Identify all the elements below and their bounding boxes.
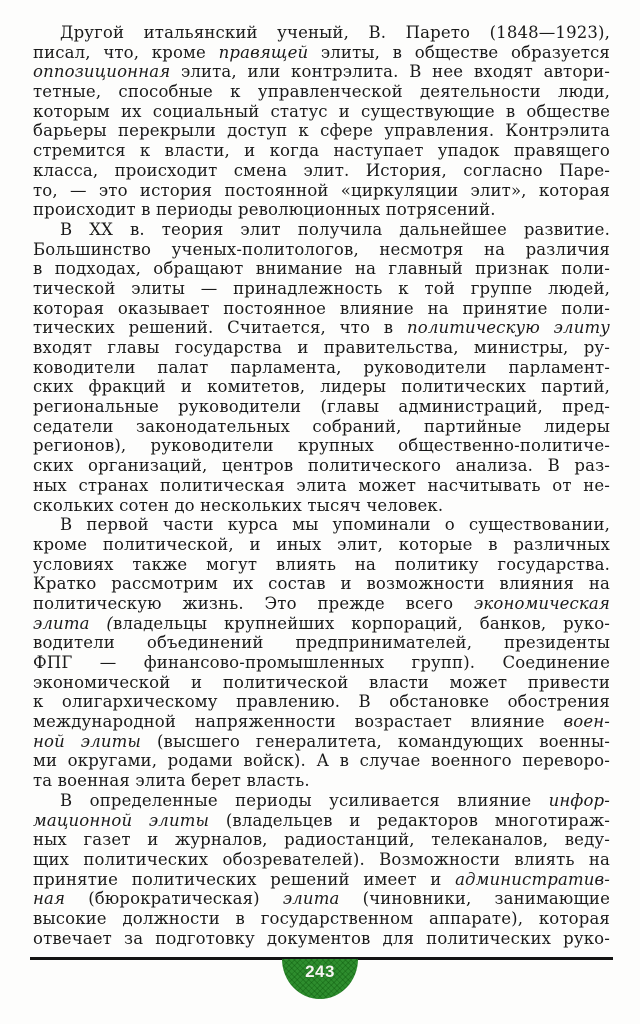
text-segment: Другой итальянский ученый, В. Парето (1848—1923),	[60, 23, 610, 42]
text-segment: политическую жизнь. Это прежде всего	[33, 593, 475, 613]
text-segment: класса, происходит смена элит. История, согласно Паре-	[33, 160, 610, 180]
text-segment: ных странах политическая элита может насчитывать от не-	[33, 475, 610, 495]
text-line	[33, 318, 610, 338]
text-segment: международной напряженности возрастает влияние	[33, 712, 564, 732]
text-line	[33, 870, 610, 890]
text-line	[33, 397, 610, 417]
text-line	[33, 515, 610, 535]
text-segment: то, — это история постоянной «циркуляции элит», которая	[33, 180, 610, 200]
text-segment: кроме политической, и иных элит, которые в различных	[33, 534, 610, 554]
text-segment: та военная элита берет власть.	[33, 771, 310, 791]
text-segment: тических решений. Считается, что в	[33, 318, 407, 338]
italic-text-segment: элита (	[33, 613, 114, 633]
page-number: 243	[305, 962, 335, 981]
italic-text-segment: ной элиты	[33, 731, 142, 751]
text-line	[33, 417, 610, 437]
text-segment: водители объединений предпринимателей, президенты	[33, 633, 610, 653]
text-segment: (высшего генералитета, командующих военны-	[141, 731, 610, 751]
text-segment: к олигархическому правлению. В обстановке обострения	[33, 692, 610, 712]
text-segment: тетные, способные к управленческой деятельности люди,	[33, 82, 610, 102]
italic-text-segment: правящей	[218, 42, 309, 62]
text-segment: ных газет и журналов, радиостанций, телеканалов, веду-	[33, 830, 610, 850]
text-segment: ми округами, родами войск). А в случае военного переворо-	[33, 751, 610, 771]
text-segment: происходит в периоды революционных потрясений.	[33, 200, 496, 220]
text-line	[33, 121, 610, 141]
text-line	[33, 43, 610, 63]
text-segment: которым их социальный статус и существующие в обществе	[33, 101, 610, 121]
text-line	[33, 299, 610, 319]
text-line	[33, 62, 610, 82]
text-line	[33, 614, 610, 634]
text-segment: писал, что, кроме	[33, 42, 219, 62]
italic-text-segment: ная	[33, 889, 66, 909]
text-segment: В определенные периоды усиливается влияние	[60, 790, 549, 810]
text-line	[33, 358, 610, 378]
text-segment: В XX в. теория элит получила дальнейшее развитие.	[60, 219, 610, 239]
text-line	[33, 811, 610, 831]
text-line	[33, 220, 610, 240]
italic-text-segment: воен-	[563, 712, 610, 732]
text-segment: (бюрократическая)	[65, 889, 283, 909]
text-line	[33, 436, 610, 456]
text-segment: экономической и политической власти может привести	[33, 672, 610, 692]
text-segment: Большинство ученых-политологов, несмотря на различия	[33, 239, 610, 259]
text-segment: (владельцев и редакторов многотираж-	[209, 810, 611, 830]
text-segment: ФПГ — финансово-промышленных групп). Соединение	[33, 653, 610, 672]
text-segment: элиты, в обществе образуется	[308, 42, 610, 62]
text-line	[33, 732, 610, 752]
text-segment: ских фракций и комитетов, лидеры политических партий,	[33, 377, 610, 397]
text-line	[33, 771, 610, 791]
text-line	[33, 850, 610, 870]
page-number-badge	[282, 959, 358, 999]
text-segment: седатели законодательных собраний, партийные лидеры	[33, 416, 610, 436]
text-segment: скольких сотен до нескольких тысяч человек.	[33, 495, 444, 515]
italic-text-segment: оппозиционная	[33, 62, 171, 82]
text-line	[33, 535, 610, 555]
text-line	[33, 456, 610, 476]
text-segment: (чиновники, занимающие	[339, 889, 610, 909]
text-segment: тической элиты — принадлежность к той группе людей,	[33, 278, 610, 298]
text-segment: высокие должности в государственном аппарате), которая	[33, 908, 610, 928]
italic-text-segment: политическую элиту	[406, 318, 610, 338]
text-line	[33, 259, 610, 279]
text-segment: условиях также могут влиять на политику государства.	[33, 554, 610, 574]
text-line	[33, 633, 610, 653]
text-line	[33, 161, 610, 181]
text-line	[33, 830, 610, 850]
text-line	[33, 141, 610, 161]
text-line	[33, 476, 610, 496]
text-line	[33, 712, 610, 732]
text-line	[33, 751, 610, 771]
text-segment: региональные руководители (главы администраций, пред-	[33, 397, 610, 417]
text-segment: входят главы государства и правительства, министры, ру-	[33, 338, 610, 357]
text-line	[33, 200, 610, 220]
text-line	[33, 555, 610, 575]
italic-text-segment: административ-	[455, 869, 610, 889]
text-line	[33, 496, 610, 516]
text-segment: ских организаций, центров политического анализа. В раз-	[33, 456, 610, 476]
text-segment: владельцы крупнейших корпораций, банков, руко-	[113, 613, 611, 633]
text-segment: Кратко рассмотрим их состав и возможности влияния на	[33, 574, 610, 594]
text-block	[33, 23, 610, 948]
text-line	[33, 23, 610, 43]
text-segment: регионов), руководители крупных общественно-политиче-	[33, 436, 610, 456]
text-line	[33, 692, 610, 712]
text-line	[33, 338, 610, 358]
italic-text-segment: элита	[282, 889, 340, 909]
text-line	[33, 181, 610, 201]
text-line	[33, 889, 610, 909]
text-line	[33, 102, 610, 122]
text-segment: щих политических обозревателей). Возможности влиять на	[33, 849, 610, 869]
text-line	[33, 929, 610, 949]
text-line	[33, 574, 610, 594]
text-segment: которая оказывает постоянное влияние на принятие поли-	[33, 298, 610, 318]
text-line	[33, 594, 610, 614]
text-segment: В первой части курса мы упоминали о существовании,	[60, 515, 610, 535]
text-line	[33, 377, 610, 397]
text-line	[33, 653, 610, 673]
text-segment: ководители палат парламента, руководители парламент-	[33, 357, 610, 377]
text-segment: принятие политических решений имеет и	[33, 869, 456, 889]
text-line	[33, 909, 610, 929]
text-line	[33, 791, 610, 811]
italic-text-segment: мационной элиты	[33, 810, 210, 830]
italic-text-segment: экономическая	[474, 593, 610, 613]
text-line	[33, 279, 610, 299]
text-segment: элита, или контрэлита. В нее входят автори-	[170, 62, 610, 82]
text-line	[33, 240, 610, 260]
text-segment: отвечает за подготовку документов для политических руко-	[33, 928, 610, 948]
text-segment: барьеры перекрыли доступ к сфере управления. Контрэлита	[33, 121, 610, 141]
text-line	[33, 673, 610, 693]
text-segment: в подходах, обращают внимание на главный признак поли-	[33, 259, 610, 279]
text-line	[33, 82, 610, 102]
italic-text-segment: инфор-	[548, 790, 610, 810]
text-segment: стремится к власти, и когда наступает упадок правящего	[33, 141, 610, 161]
